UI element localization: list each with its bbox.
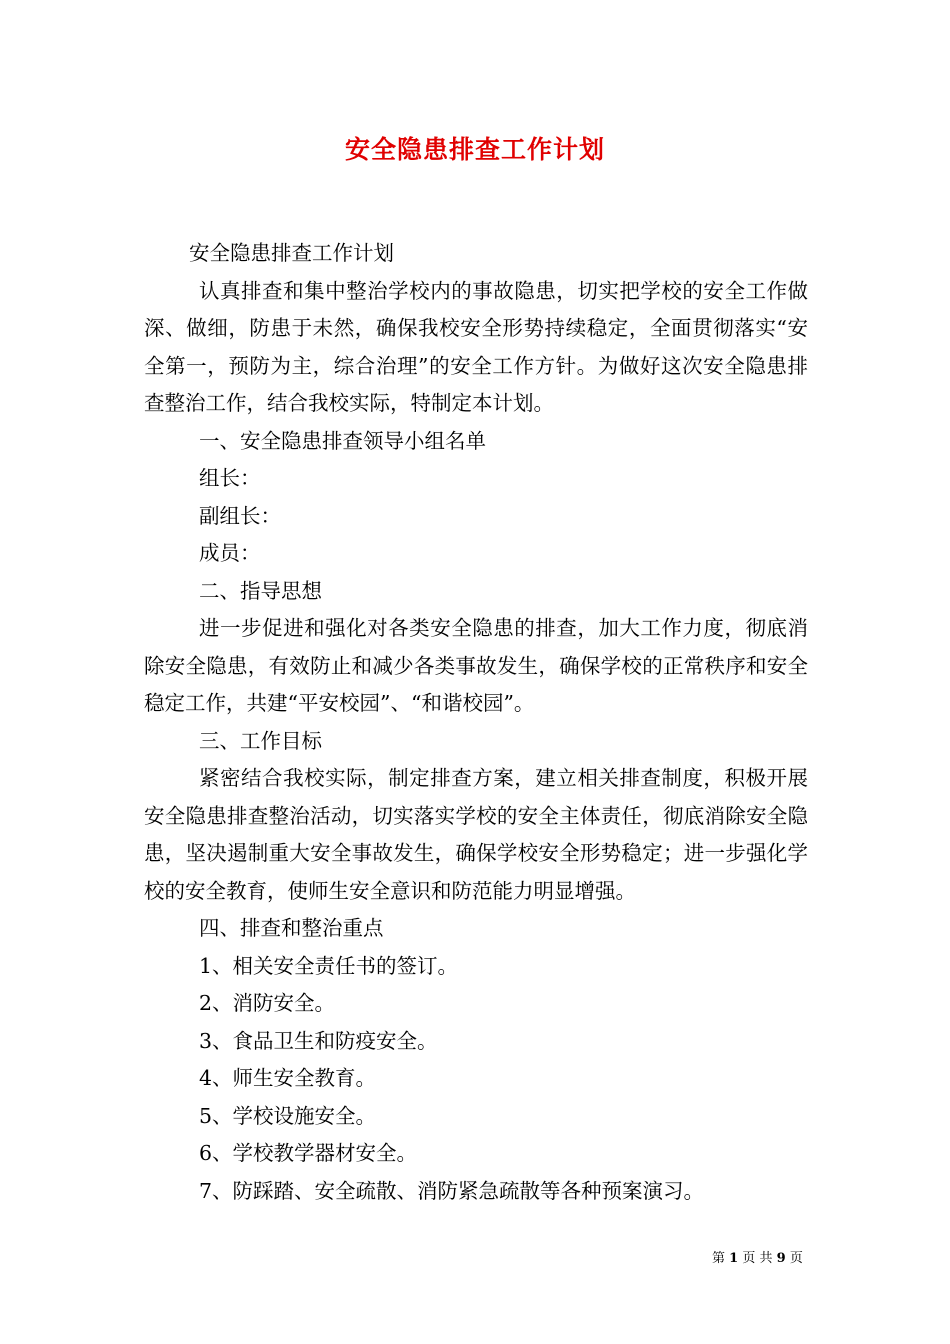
list-item: 2、消防安全。 — [199, 991, 336, 1015]
list-item: 5、学校设施安全。 — [199, 1103, 377, 1128]
page-title: 安全隐患排查工作计划 — [344, 135, 605, 164]
footer-prefix: 第 — [712, 1251, 726, 1266]
section2-paragraph: 进一步促进和强化对各类安全隐患的排查，加大工作力度，彻底消除安全隐患，有效防止和减少各类事故发生，确保学校的正常秩序和安全稳定工作，共建“平安校园”、“和谐校园”。 — [144, 616, 808, 715]
section1-heading: 一、安全隐患排查领导小组名单 — [199, 428, 486, 453]
section3-heading: 三、工作目标 — [199, 728, 322, 753]
section4-heading: 四、排查和整治重点 — [199, 916, 384, 940]
section3-paragraph: 紧密结合我校实际，制定排查方案，建立相关排查制度，积极开展安全隐患排查整治活动，切实落实学校的安全主体责任，彻底消除安全隐患，坚决遏制重大安全事故发生，确保学校安全形势稳定；进一步强化学校的安全教育，使师生安全意识和防范能力明显增强。 — [144, 766, 808, 903]
footer-suffix: 页 — [789, 1251, 803, 1266]
deputy-leader-label: 副组长： — [199, 503, 281, 528]
intro-paragraph: 认真排查和集中整治学校内的事故隐患，切实把学校的安全工作做深、做细，防患于未然，确保我校安全形势持续稳定，全面贯彻落实“安全第一，预防为主，综合治理”的安全工作方针。为做好这次安全隐患排查整治工作，结合我校实际，特制定本计划。 — [144, 278, 808, 415]
document-subtitle: 安全隐患排查工作计划 — [189, 241, 394, 265]
total-page-number: 9 — [776, 1251, 786, 1266]
footer-middle: 页 共 — [742, 1251, 773, 1266]
page-footer — [712, 1247, 803, 1266]
list-item: 4、师生安全教育。 — [199, 1066, 377, 1090]
list-item: 7、防踩踏、安全疏散、消防紧急疏散等各种预案演习。 — [199, 1178, 705, 1203]
leader-label: 组长： — [199, 466, 261, 490]
document-body — [144, 235, 808, 1210]
section2-heading: 二、指导思想 — [199, 578, 322, 603]
members-label: 成员： — [199, 541, 261, 565]
list-item: 1、相关安全责任书的签订。 — [199, 953, 459, 978]
list-item: 6、学校教学器材安全。 — [199, 1141, 418, 1165]
list-item: 3、食品卫生和防疫安全。 — [199, 1028, 438, 1053]
current-page-number: 1 — [729, 1251, 739, 1266]
